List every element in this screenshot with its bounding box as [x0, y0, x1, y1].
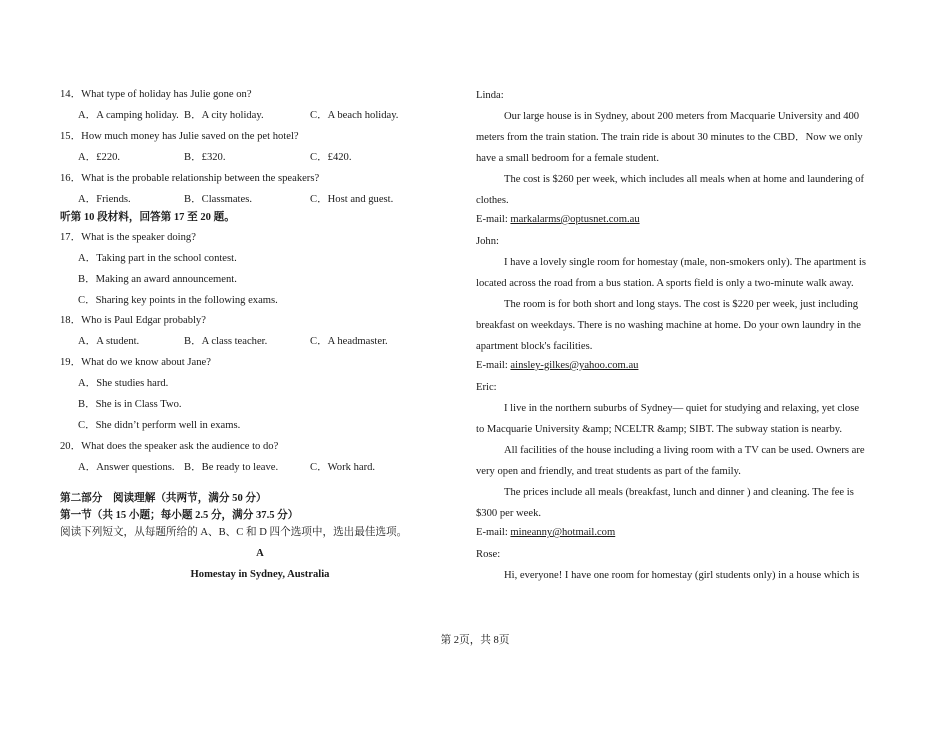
q14-option-a: A．A camping holiday. [78, 110, 179, 121]
eric-email [476, 526, 615, 540]
q19-option-b: B．She is in Class Two. [78, 399, 182, 410]
q20-option-c: C．Work hard. [310, 462, 376, 473]
email-label: E-mail: [476, 214, 511, 225]
eric-para-2-line-1: All facilities of the house including a living room with a TV can be used. Owners are [504, 445, 865, 456]
john-para-1-line-2: located across the road from a bus station. A sports field is only a two-minute walk away. [476, 278, 854, 289]
passage-title: Homestay in Sydney, Australia [190, 569, 330, 580]
q15-option-c: C．£420. [310, 152, 352, 163]
q20-option-a: A．Answer questions. [78, 462, 175, 473]
john-email-link[interactable]: ainsley-gilkes@yahoo.com.au [510, 360, 639, 371]
john-para-2-line-1: The room is for both short and long stays. The cost is $220 per week, just including [504, 299, 859, 310]
q14-option-c: C．A beach holiday. [310, 110, 399, 121]
reading-instruction: 阅读下列短文，从每题所给的 A、B、C 和 D 四个选项中，选出最佳选项。 [60, 527, 408, 538]
eric-para-2-line-2: very open and friendly, and treat students as part of the family. [476, 466, 741, 477]
eric-para-1-line-2: to Macquarie University &amp; NCELTR &amp; SIBT. The subway station is nearby. [476, 424, 843, 435]
q14-option-b: B．A city holiday. [184, 110, 264, 121]
passage-letter: A [256, 548, 264, 559]
linda-name: Linda: [476, 90, 504, 101]
q15-option-b: B．£320. [184, 152, 226, 163]
eric-email-link[interactable]: mineanny@hotmail.com [510, 527, 616, 538]
section-one-heading: 第一节（共 15 小题；每小题 2.5 分，满分 37.5 分） [60, 510, 299, 521]
linda-para-2-line-2: clothes. [476, 195, 509, 206]
q20-option-b: B．Be ready to leave. [184, 462, 279, 473]
email-label: E-mail: [476, 527, 511, 538]
eric-para-1-line-1: I live in the northern suburbs of Sydney— quiet for studying and relaxing, yet close [504, 403, 860, 414]
john-para-2-line-3: apartment block's facilities. [476, 341, 593, 352]
q19-option-c: C．She didn’t perform well in exams. [78, 420, 241, 431]
linda-email [476, 213, 640, 227]
linda-para-1-line-2: meters from the train station. The train ride is about 30 minutes to the CBD．Now we only [476, 132, 863, 143]
john-para-2-line-2: breakfast on weekdays. There is no washing machine at home. Do your own laundry in the [476, 320, 861, 331]
page-number: 第 2页，共 8页 [440, 635, 510, 646]
q14-stem: 14．What type of holiday has Julie gone on? [60, 89, 252, 100]
rose-para-1-line-1: Hi, everyone! I have one room for homestay (girl students only) in a house which is [504, 570, 860, 581]
q16-option-b: B．Classmates. [184, 194, 252, 205]
q17-option-c: C．Sharing key points in the following exams. [78, 295, 278, 306]
linda-email-link[interactable]: markalarms@optusnet.com.au [510, 214, 640, 225]
linda-para-2-line-1: The cost is $260 per week, which includes all meals when at home and laundering of [504, 174, 865, 185]
q16-stem: 16．What is the probable relationship between the speakers? [60, 173, 320, 184]
john-email [476, 359, 638, 373]
section-10-heading: 听第 10 段材料，回答第 17 至 20 题。 [60, 212, 235, 223]
part-two-heading: 第二部分 阅读理解（共两节，满分 50 分） [60, 493, 267, 504]
john-name: John: [476, 236, 499, 247]
q18-option-b: B．A class teacher. [184, 336, 268, 347]
q19-stem: 19．What do we know about Jane? [60, 357, 211, 368]
q18-option-c: C．A headmaster. [310, 336, 388, 347]
eric-para-3-line-2: $300 per week. [476, 508, 542, 519]
q18-option-a: A．A student. [78, 336, 140, 347]
eric-name: Eric: [476, 382, 497, 393]
q20-stem: 20．What does the speaker ask the audience to do? [60, 441, 279, 452]
email-label: E-mail: [476, 360, 511, 371]
q17-option-b: B．Making an award announcement. [78, 274, 237, 285]
q17-option-a: A．Taking part in the school contest. [78, 253, 237, 264]
q16-option-a: A．Friends. [78, 194, 131, 205]
linda-para-1-line-1: Our large house is in Sydney, about 200 meters from Macquarie University and 400 [504, 111, 860, 122]
eric-para-3-line-1: The prices include all meals (breakfast, lunch and dinner ) and cleaning. The fee is [504, 487, 854, 498]
linda-para-1-line-3: have a small bedroom for a female student. [476, 153, 659, 164]
q15-option-a: A．£220. [78, 152, 121, 163]
q16-option-c: C．Host and guest. [310, 194, 394, 205]
q17-stem: 17．What is the speaker doing? [60, 232, 196, 243]
q15-stem: 15．How much money has Julie saved on the pet hotel? [60, 131, 299, 142]
q19-option-a: A．She studies hard. [78, 378, 169, 389]
john-para-1-line-1: I have a lovely single room for homestay (male, non-smokers only). The apartment is [504, 257, 866, 268]
rose-name: Rose: [476, 549, 501, 560]
q18-stem: 18．Who is Paul Edgar probably? [60, 315, 206, 326]
